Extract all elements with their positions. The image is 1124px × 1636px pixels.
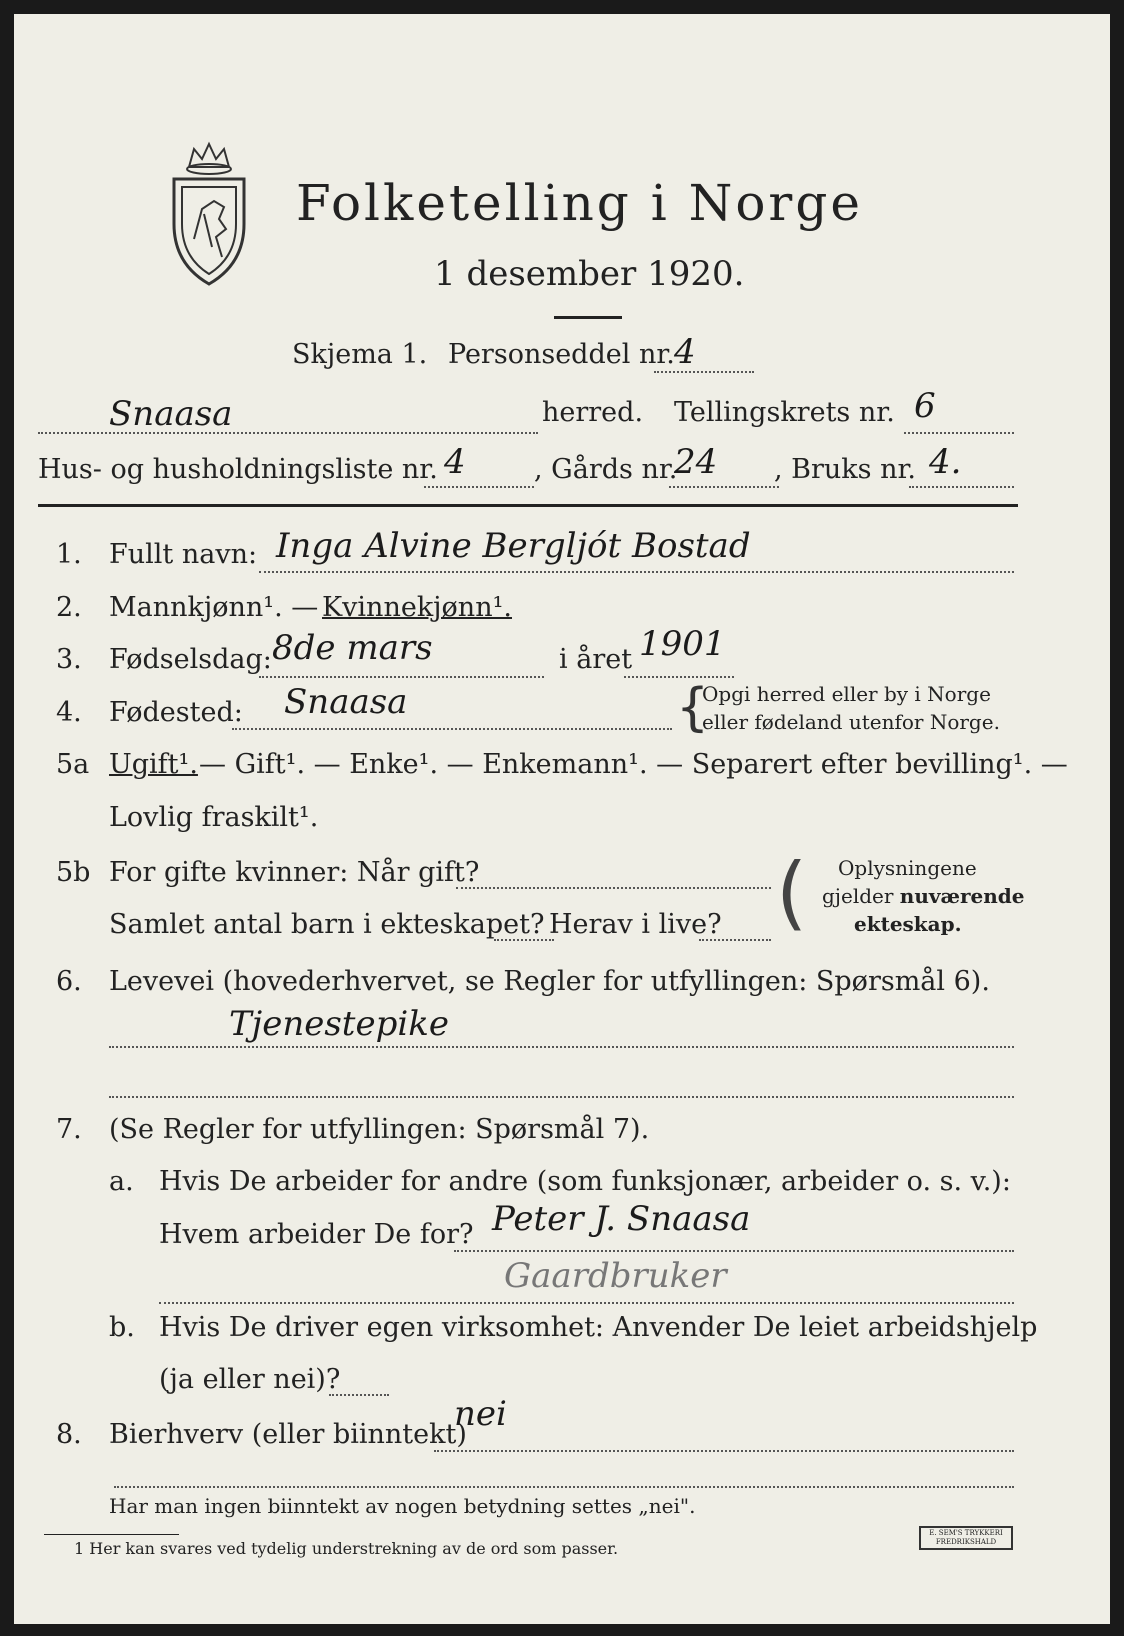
- herred-label: herred.: [542, 397, 644, 428]
- tellingskrets-label: Tellingskrets nr.: [674, 397, 895, 428]
- full-name-value[interactable]: Inga Alvine Bergljót Bostad: [276, 526, 751, 566]
- q8-line: [434, 1450, 1014, 1452]
- q4-line: [232, 728, 672, 730]
- q7b-letter: b.: [109, 1312, 135, 1343]
- hus-label: Hus- og husholdningsliste nr.: [38, 454, 438, 485]
- bruks-label: , Bruks nr.: [774, 454, 917, 485]
- gards-label: , Gårds nr.: [534, 454, 678, 485]
- q7a-question: Hvem arbeider De for?: [159, 1219, 474, 1250]
- footer-note: Har man ingen biinntekt av nogen betydning settes „nei".: [109, 1494, 696, 1518]
- tellingskrets-value[interactable]: 6: [914, 386, 936, 426]
- header-divider: [38, 504, 1018, 507]
- birth-year-value[interactable]: 1901: [639, 624, 726, 664]
- personseddel-line: [654, 371, 754, 373]
- side-income-value[interactable]: nei: [454, 1394, 507, 1434]
- footnote: 1 Her kan svares ved tydelig understrekning av de ord som passer.: [74, 1539, 619, 1558]
- q5b-married-line[interactable]: [456, 887, 771, 889]
- title-divider: [554, 316, 622, 319]
- gards-value[interactable]: 24: [674, 442, 718, 482]
- personseddel-label: Personseddel nr.: [448, 339, 675, 370]
- q7-label: (Se Regler for utfyllingen: Spørsmål 7).: [109, 1114, 650, 1145]
- employer-occupation-value[interactable]: Gaardbruker: [504, 1256, 727, 1296]
- q5b-alive-line[interactable]: [699, 939, 771, 941]
- birthday-value[interactable]: 8de mars: [272, 628, 433, 668]
- q5b-children-label: Samlet antal barn i ekteskapet?: [109, 909, 545, 940]
- municipality-line: [38, 432, 538, 434]
- q7b-line[interactable]: [329, 1394, 389, 1396]
- footnote-divider: [44, 1534, 179, 1535]
- q6-number: 6.: [56, 966, 82, 997]
- q3-label: Fødselsdag:: [109, 644, 272, 675]
- q7a-letter: a.: [109, 1166, 134, 1197]
- q3-number: 3.: [56, 644, 82, 675]
- q4-brace: {: [676, 678, 710, 738]
- q2-male-option[interactable]: Mannkjønn¹. —: [109, 592, 319, 623]
- q7-number: 7.: [56, 1114, 82, 1145]
- q4-number: 4.: [56, 697, 82, 728]
- municipality-value[interactable]: Snaasa: [109, 394, 233, 434]
- q8-label: Bierhverv (eller biinntekt): [109, 1419, 467, 1450]
- q6-label: Levevei (hovederhvervet, se Regler for utfyllingen: Spørsmål 6).: [109, 966, 990, 997]
- bruks-line: [909, 486, 1014, 488]
- q3-line: [259, 676, 544, 678]
- q5b-alive-label: Herav i live?: [549, 909, 722, 940]
- census-form: [14, 14, 1110, 1624]
- q3-year-label: i året: [559, 644, 633, 675]
- q5a-divorced-option[interactable]: Lovlig fraskilt¹.: [109, 802, 319, 833]
- q2-number: 2.: [56, 592, 82, 623]
- form-title: Folketelling i Norge: [296, 174, 863, 232]
- hus-line: [424, 486, 534, 488]
- printer-stamp: E. SEM'S TRYKKERI FREDRIKSHALD: [919, 1526, 1013, 1550]
- q7a-line-2: [159, 1302, 1014, 1304]
- bruks-value[interactable]: 4.: [929, 442, 962, 482]
- q8-line-2: [114, 1486, 1014, 1488]
- q5b-note-3: ekteskap.: [854, 912, 962, 936]
- gards-line: [669, 486, 779, 488]
- q5b-note-1: Oplysningene: [838, 856, 977, 880]
- q5a-unmarried-option[interactable]: Ugift¹.: [109, 749, 198, 780]
- norwegian-coat-of-arms-icon: [164, 129, 254, 289]
- hus-value[interactable]: 4: [444, 442, 466, 482]
- q6-line-2: [109, 1096, 1014, 1098]
- tellingskrets-line: [904, 432, 1014, 434]
- occupation-value[interactable]: Tjenestepike: [229, 1004, 449, 1044]
- q1-number: 1.: [56, 539, 82, 570]
- q5a-other-options[interactable]: — Gift¹. — Enke¹. — Enkemann¹. — Separert efter bevilling¹. —: [199, 749, 1068, 780]
- q1-label: Fullt navn:: [109, 539, 258, 570]
- q1-line: [259, 571, 1014, 573]
- skjema-label: Skjema 1.: [292, 339, 428, 370]
- personseddel-value[interactable]: 4: [674, 332, 696, 372]
- employer-value[interactable]: Peter J. Snaasa: [492, 1199, 751, 1239]
- q5b-married-label: For gifte kvinner: Når gift?: [109, 857, 480, 888]
- census-date: 1 desember 1920.: [434, 254, 745, 294]
- q4-note-2: eller fødeland utenfor Norge.: [702, 710, 1000, 734]
- q5b-children-line[interactable]: [494, 939, 554, 941]
- q8-number: 8.: [56, 1419, 82, 1450]
- q7a-text: Hvis De arbeider for andre (som funksjonær, arbeider o. s. v.):: [159, 1166, 1011, 1197]
- birthplace-value[interactable]: Snaasa: [284, 682, 408, 722]
- q5a-number: 5a: [56, 749, 90, 780]
- q6-line-1: [109, 1046, 1014, 1048]
- q7a-line: [454, 1250, 1014, 1252]
- q5b-note-2: gjelder nuværende: [822, 884, 1025, 908]
- q4-note-1: Opgi herred eller by i Norge: [702, 682, 991, 706]
- q4-label: Fødested:: [109, 697, 243, 728]
- q7b-question: (ja eller nei)?: [159, 1364, 341, 1395]
- q5b-number: 5b: [56, 857, 91, 888]
- q2-female-option[interactable]: Kvinnekjønn¹.: [322, 592, 512, 623]
- q5b-brace: (: [776, 846, 808, 939]
- q7b-text: Hvis De driver egen virksomhet: Anvender De leiet arbeidshjelp: [159, 1312, 1038, 1343]
